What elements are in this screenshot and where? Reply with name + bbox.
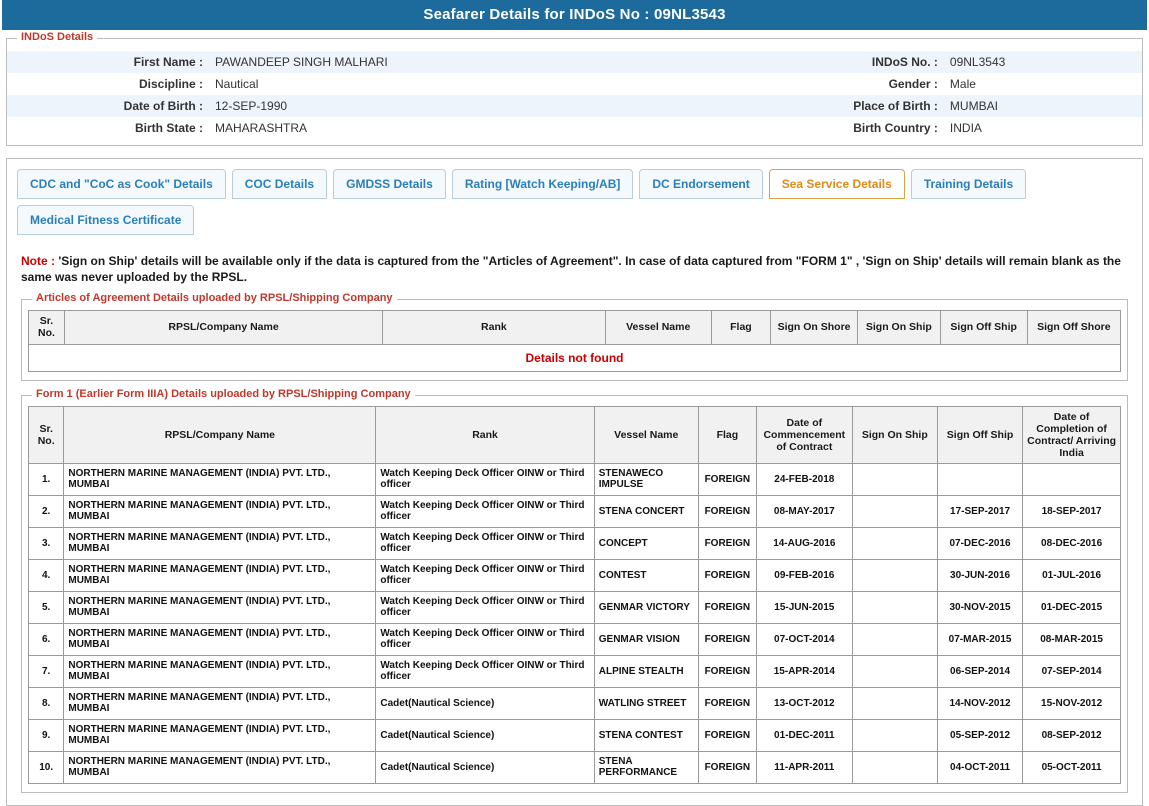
cell-sr-no: 8. bbox=[29, 687, 64, 719]
col-company-name: RPSL/Company Name bbox=[64, 406, 376, 463]
cell-vessel-name: GENMAR VICTORY bbox=[594, 591, 698, 623]
cell-sr-no: 2. bbox=[29, 495, 64, 527]
dob-label: Date of Birth : bbox=[123, 99, 203, 113]
cell-flag: FOREIGN bbox=[698, 591, 756, 623]
indos-no-label: INDoS No. : bbox=[871, 55, 938, 69]
cell-date-commencement: 14-AUG-2016 bbox=[756, 527, 852, 559]
tabs-panel bbox=[6, 158, 1143, 806]
cell-date-commencement: 15-JUN-2015 bbox=[756, 591, 852, 623]
cell-rank: Watch Keeping Deck Officer OINW or Third officer bbox=[376, 559, 594, 591]
cell-sign-on-ship bbox=[852, 751, 937, 783]
tab-dc-endorsement[interactable]: DC Endorsement bbox=[639, 169, 762, 199]
cell-date-commencement: 15-APR-2014 bbox=[756, 655, 852, 687]
cell-flag: FOREIGN bbox=[698, 463, 756, 495]
cell-vessel-name: STENA CONTEST bbox=[594, 719, 698, 751]
col-date-commencement: Date of Commencement of Contract bbox=[756, 406, 852, 463]
tab-gmdss-details[interactable]: GMDSS Details bbox=[333, 169, 446, 199]
cell-rank: Watch Keeping Deck Officer OINW or Third officer bbox=[376, 495, 594, 527]
cell-sign-off-ship: 17-SEP-2017 bbox=[937, 495, 1022, 527]
cell-date-completion: 08-MAR-2015 bbox=[1023, 623, 1121, 655]
birth-country-label: Birth Country : bbox=[853, 121, 938, 135]
cell-flag: FOREIGN bbox=[698, 655, 756, 687]
col-sign-on-ship: Sign On Ship bbox=[858, 311, 941, 344]
cell-sign-off-ship: 07-DEC-2016 bbox=[937, 527, 1022, 559]
col-sign-off-ship: Sign Off Ship bbox=[940, 311, 1027, 344]
cell-date-commencement: 13-OCT-2012 bbox=[756, 687, 852, 719]
form1-table bbox=[28, 406, 1121, 784]
cell-company-name: NORTHERN MARINE MANAGEMENT (INDIA) PVT. LTD., MUMBAI bbox=[64, 719, 376, 751]
cell-date-completion: 15-NOV-2012 bbox=[1023, 687, 1121, 719]
cell-vessel-name: STENAWECO IMPULSE bbox=[594, 463, 698, 495]
discipline-label: Discipline : bbox=[138, 77, 203, 91]
cell-date-commencement: 24-FEB-2018 bbox=[756, 463, 852, 495]
cell-date-completion: 18-SEP-2017 bbox=[1023, 495, 1121, 527]
table-row bbox=[29, 623, 1121, 655]
cell-company-name: NORTHERN MARINE MANAGEMENT (INDIA) PVT. LTD., MUMBAI bbox=[64, 751, 376, 783]
cell-sr-no: 4. bbox=[29, 559, 64, 591]
col-sr-no: Sr. No. bbox=[29, 311, 65, 344]
form1-table-body bbox=[29, 463, 1121, 783]
cell-vessel-name: STENA CONCERT bbox=[594, 495, 698, 527]
gender-label: Gender : bbox=[888, 77, 938, 91]
col-flag: Flag bbox=[711, 311, 770, 344]
dob-value: 12-SEP-1990 bbox=[215, 99, 288, 113]
cell-sr-no: 9. bbox=[29, 719, 64, 751]
cell-sign-on-ship bbox=[852, 719, 937, 751]
col-vessel-name: Vessel Name bbox=[594, 406, 698, 463]
tab-rating-watch-keeping-ab[interactable]: Rating [Watch Keeping/AB] bbox=[452, 169, 634, 199]
table-row bbox=[29, 463, 1121, 495]
cell-rank: Cadet(Nautical Science) bbox=[376, 751, 594, 783]
cell-sign-off-ship bbox=[937, 463, 1022, 495]
detail-row bbox=[7, 95, 1142, 117]
col-sign-off-shore: Sign Off Shore bbox=[1027, 311, 1120, 344]
cell-flag: FOREIGN bbox=[698, 623, 756, 655]
cell-sign-on-ship bbox=[852, 463, 937, 495]
tab-sea-service-details[interactable]: Sea Service Details bbox=[769, 169, 905, 199]
cell-rank: Watch Keeping Deck Officer OINW or Third officer bbox=[376, 527, 594, 559]
tab-cdc-coc-as-cook[interactable]: CDC and "CoC as Cook" Details bbox=[17, 169, 226, 199]
cell-sign-on-ship bbox=[852, 687, 937, 719]
col-sr-no: Sr. No. bbox=[29, 406, 64, 463]
note-label: Note : bbox=[21, 254, 55, 268]
cell-flag: FOREIGN bbox=[698, 751, 756, 783]
birth-country-value: INDIA bbox=[949, 121, 982, 135]
cell-company-name: NORTHERN MARINE MANAGEMENT (INDIA) PVT. LTD., MUMBAI bbox=[64, 655, 376, 687]
cell-flag: FOREIGN bbox=[698, 687, 756, 719]
table-row bbox=[29, 751, 1121, 783]
cell-sign-on-ship bbox=[852, 655, 937, 687]
cell-vessel-name: ALPINE STEALTH bbox=[594, 655, 698, 687]
cell-date-completion: 05-OCT-2011 bbox=[1023, 751, 1121, 783]
cell-sign-off-ship: 14-NOV-2012 bbox=[937, 687, 1022, 719]
tab-medical-fitness-certificate[interactable]: Medical Fitness Certificate bbox=[17, 205, 194, 235]
note-body: 'Sign on Ship' details will be available only if the data is captured from the "Articles of Agreement". In case of data captured from "FORM 1" , 'Sign on Ship' details will remain blank as the same was never uploaded by the RPSL. bbox=[21, 254, 1121, 285]
cell-date-completion: 01-DEC-2015 bbox=[1023, 591, 1121, 623]
cell-date-commencement: 11-APR-2011 bbox=[756, 751, 852, 783]
place-of-birth-value: MUMBAI bbox=[949, 99, 998, 113]
cell-rank: Watch Keeping Deck Officer OINW or Third officer bbox=[376, 655, 594, 687]
cell-rank: Watch Keeping Deck Officer OINW or Third officer bbox=[376, 463, 594, 495]
cell-date-commencement: 08-MAY-2017 bbox=[756, 495, 852, 527]
form1-legend: Form 1 (Earlier Form IIIA) Details uploaded by RPSL/Shipping Company bbox=[32, 388, 415, 400]
cell-date-commencement: 07-OCT-2014 bbox=[756, 623, 852, 655]
cell-sign-off-ship: 04-OCT-2011 bbox=[937, 751, 1022, 783]
cell-rank: Cadet(Nautical Science) bbox=[376, 719, 594, 751]
cell-date-completion: 08-SEP-2012 bbox=[1023, 719, 1121, 751]
col-rank: Rank bbox=[376, 406, 594, 463]
cell-sign-off-ship: 30-NOV-2015 bbox=[937, 591, 1022, 623]
col-sign-on-shore: Sign On Shore bbox=[771, 311, 858, 344]
first-name-value: PAWANDEEP SINGH MALHARI bbox=[215, 55, 388, 69]
page-title: Seafarer Details for INDoS No : 09NL3543 bbox=[2, 0, 1147, 30]
table-row bbox=[29, 719, 1121, 751]
tab-bar bbox=[17, 169, 1132, 199]
tab-bar-row-2 bbox=[17, 205, 1132, 235]
col-vessel-name: Vessel Name bbox=[605, 311, 711, 344]
discipline-value: Nautical bbox=[215, 77, 259, 91]
col-date-completion: Date of Completion of Contract/ Arriving India bbox=[1023, 406, 1121, 463]
gender-value: Male bbox=[949, 77, 976, 91]
cell-company-name: NORTHERN MARINE MANAGEMENT (INDIA) PVT. LTD., MUMBAI bbox=[64, 527, 376, 559]
cell-sign-on-ship bbox=[852, 591, 937, 623]
table-row bbox=[29, 559, 1121, 591]
indos-details-table bbox=[7, 51, 1142, 139]
detail-row bbox=[7, 117, 1142, 139]
cell-company-name: NORTHERN MARINE MANAGEMENT (INDIA) PVT. LTD., MUMBAI bbox=[64, 687, 376, 719]
col-sign-off-ship: Sign Off Ship bbox=[937, 406, 1022, 463]
note-text bbox=[21, 253, 1128, 285]
articles-of-agreement-panel bbox=[21, 292, 1128, 380]
cell-flag: FOREIGN bbox=[698, 527, 756, 559]
cell-flag: FOREIGN bbox=[698, 719, 756, 751]
table-header-row bbox=[29, 406, 1121, 463]
cell-sign-on-ship bbox=[852, 559, 937, 591]
cell-date-completion bbox=[1023, 463, 1121, 495]
birth-state-value: MAHARASHTRA bbox=[215, 121, 308, 135]
cell-vessel-name: WATLING STREET bbox=[594, 687, 698, 719]
birth-state-label: Birth State : bbox=[134, 121, 203, 135]
cell-rank: Watch Keeping Deck Officer OINW or Third officer bbox=[376, 623, 594, 655]
cell-flag: FOREIGN bbox=[698, 495, 756, 527]
cell-date-commencement: 09-FEB-2016 bbox=[756, 559, 852, 591]
indos-no-value: 09NL3543 bbox=[949, 55, 1006, 69]
indos-details-legend: INDoS Details bbox=[17, 31, 97, 43]
articles-of-agreement-table bbox=[28, 310, 1121, 344]
cell-company-name: NORTHERN MARINE MANAGEMENT (INDIA) PVT. LTD., MUMBAI bbox=[64, 559, 376, 591]
col-company-name: RPSL/Company Name bbox=[65, 311, 383, 344]
tab-coc-details[interactable]: COC Details bbox=[232, 169, 327, 199]
cell-sign-on-ship bbox=[852, 495, 937, 527]
first-name-label: First Name : bbox=[133, 55, 203, 69]
col-rank: Rank bbox=[383, 311, 606, 344]
cell-sr-no: 7. bbox=[29, 655, 64, 687]
cell-sr-no: 10. bbox=[29, 751, 64, 783]
col-sign-on-ship: Sign On Ship bbox=[852, 406, 937, 463]
cell-sign-on-ship bbox=[852, 623, 937, 655]
tab-training-details[interactable]: Training Details bbox=[911, 169, 1026, 199]
cell-company-name: NORTHERN MARINE MANAGEMENT (INDIA) PVT. LTD., MUMBAI bbox=[64, 463, 376, 495]
table-row bbox=[29, 495, 1121, 527]
cell-rank: Watch Keeping Deck Officer OINW or Third officer bbox=[376, 591, 594, 623]
detail-row bbox=[7, 51, 1142, 73]
cell-sr-no: 3. bbox=[29, 527, 64, 559]
cell-sign-off-ship: 06-SEP-2014 bbox=[937, 655, 1022, 687]
cell-flag: FOREIGN bbox=[698, 559, 756, 591]
cell-sr-no: 1. bbox=[29, 463, 64, 495]
cell-company-name: NORTHERN MARINE MANAGEMENT (INDIA) PVT. LTD., MUMBAI bbox=[64, 591, 376, 623]
cell-sign-on-ship bbox=[852, 527, 937, 559]
cell-sign-off-ship: 05-SEP-2012 bbox=[937, 719, 1022, 751]
cell-date-completion: 01-JUL-2016 bbox=[1023, 559, 1121, 591]
cell-vessel-name: STENA PERFORMANCE bbox=[594, 751, 698, 783]
table-row bbox=[29, 687, 1121, 719]
cell-date-completion: 07-SEP-2014 bbox=[1023, 655, 1121, 687]
cell-date-completion: 08-DEC-2016 bbox=[1023, 527, 1121, 559]
col-flag: Flag bbox=[698, 406, 756, 463]
cell-sr-no: 5. bbox=[29, 591, 64, 623]
no-records-message: Details not found bbox=[28, 345, 1121, 372]
cell-rank: Cadet(Nautical Science) bbox=[376, 687, 594, 719]
articles-of-agreement-legend: Articles of Agreement Details uploaded by RPSL/Shipping Company bbox=[32, 292, 397, 304]
cell-vessel-name: CONCEPT bbox=[594, 527, 698, 559]
cell-sign-off-ship: 07-MAR-2015 bbox=[937, 623, 1022, 655]
table-row bbox=[29, 591, 1121, 623]
detail-row bbox=[7, 73, 1142, 95]
cell-vessel-name: CONTEST bbox=[594, 559, 698, 591]
cell-date-commencement: 01-DEC-2011 bbox=[756, 719, 852, 751]
cell-sign-off-ship: 30-JUN-2016 bbox=[937, 559, 1022, 591]
cell-company-name: NORTHERN MARINE MANAGEMENT (INDIA) PVT. LTD., MUMBAI bbox=[64, 495, 376, 527]
cell-vessel-name: GENMAR VISION bbox=[594, 623, 698, 655]
table-row bbox=[29, 655, 1121, 687]
table-row bbox=[29, 527, 1121, 559]
place-of-birth-label: Place of Birth : bbox=[853, 99, 938, 113]
cell-company-name: NORTHERN MARINE MANAGEMENT (INDIA) PVT. LTD., MUMBAI bbox=[64, 623, 376, 655]
table-header-row bbox=[29, 311, 1121, 344]
form1-panel bbox=[21, 387, 1128, 793]
cell-sr-no: 6. bbox=[29, 623, 64, 655]
indos-details-panel bbox=[6, 31, 1143, 146]
